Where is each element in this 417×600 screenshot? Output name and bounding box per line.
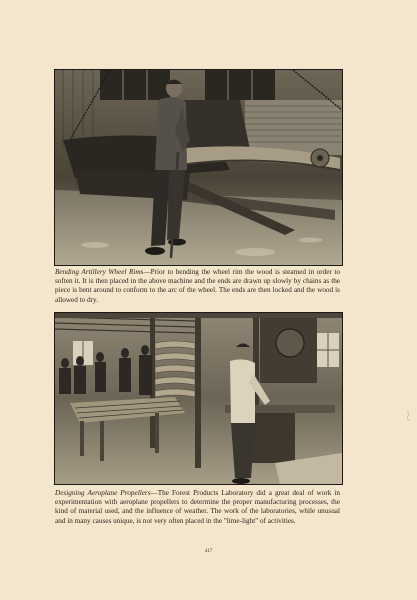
photo-bending-wheel-rims xyxy=(54,69,343,266)
caption-body: —Prior to bending the wheel rim the wood is steamed in order to soften it. It is then placed in the above machine and the ends are drawn up slowly by chains as the piece is bent around to conform to the arc of the wheel. The ends are then locked and the wood is allowed to dry. xyxy=(55,268,340,304)
caption-bending-wheel-rims xyxy=(55,268,340,305)
caption-body: —The Forest Products Laboratory did a great deal of work in experimentation with aeroplane propellers to determine the proper manufacturing processes, the kind of material used, and the influence of weather. The work of the laboratories, while unusual and in many causes unique, is not very often placed in the "lime-light" of activities. xyxy=(55,489,340,525)
photo-aeroplane-propellers xyxy=(54,312,343,485)
page-edge-mark xyxy=(406,410,411,421)
caption-title: Designing Aeroplane Propellers xyxy=(55,489,151,497)
caption-aeroplane-propellers xyxy=(55,489,340,526)
page-number: 417 xyxy=(204,549,213,554)
caption-title: Bending Artillery Wheel Rims xyxy=(55,268,144,276)
